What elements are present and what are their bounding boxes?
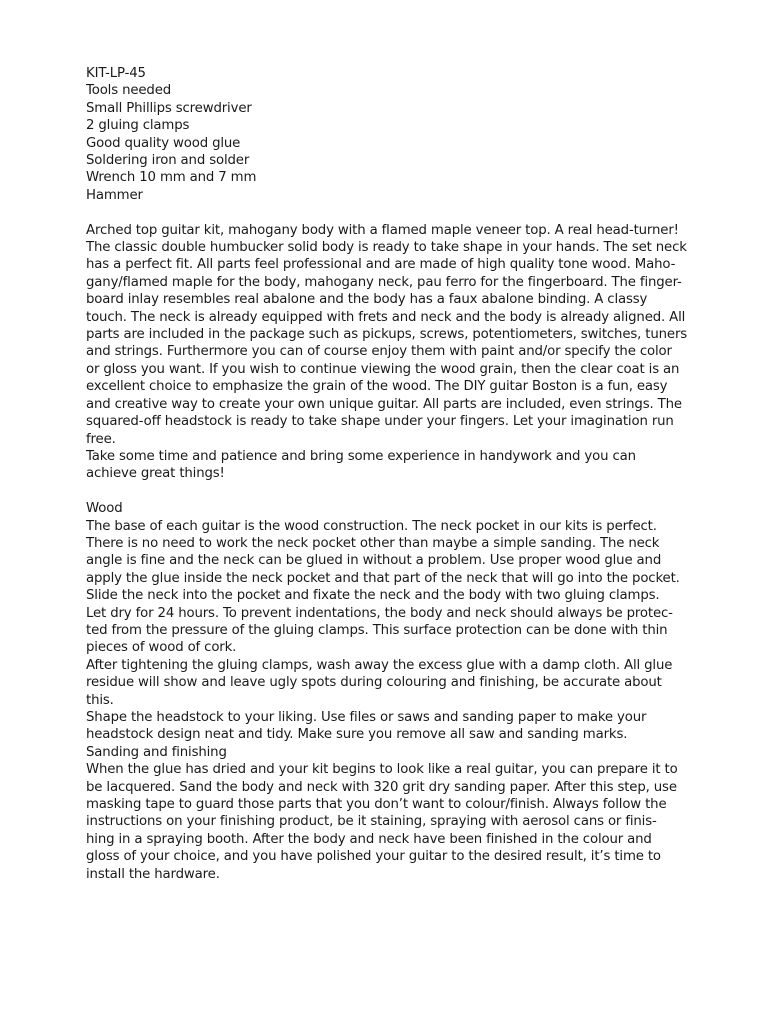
- tool-item: Small Phillips screwdriver: [86, 100, 252, 116]
- text-line: angle is fine and the neck can be glued in without a problem. Use proper wood glue and: [86, 553, 662, 569]
- text-line: instructions on your finishing product, be it staining, spraying with aerosol cans or finis-: [86, 814, 657, 830]
- text-line: Shape the headstock to your liking. Use files or saws and sanding paper to make your: [86, 710, 647, 725]
- text-line: or gloss you want. If you wish to continue viewing the wood grain, then the clear coat is an: [86, 361, 680, 377]
- text-line: The classic double humbucker solid body is ready to take shape in your hands. The set neck: [86, 240, 687, 256]
- text-line: The base of each guitar is the wood construction. The neck pocket in our kits is perfect.: [86, 518, 657, 534]
- text-line: and creative way to create your own unique guitar. All parts are included, even strings. The: [86, 396, 682, 412]
- text-line: Take some time and patience and bring some experience in handywork and you can: [86, 448, 636, 464]
- text-line: pieces of wood of cork.: [86, 640, 237, 656]
- text-line: When the glue has dried and your kit begins to look like a real guitar, you can prepare it to: [86, 762, 678, 778]
- paragraph-gap: [86, 204, 676, 221]
- text-line: and strings. Furthermore you can of course enjoy them with paint and/or specify the color: [86, 344, 672, 360]
- tool-item: Good quality wood glue: [86, 135, 241, 151]
- text-line: apply the glue inside the neck pocket and that part of the neck that will go into the pocket.: [86, 570, 680, 586]
- tool-item: Wrench 10 mm and 7 mm: [86, 170, 257, 186]
- tool-item: Soldering iron and solder: [86, 153, 250, 169]
- text-line: masking tape to guard those parts that you don’t want to colour/finish. Always follow the: [86, 797, 667, 813]
- text-line: Slide the neck into the pocket and fixate the neck and the body with two gluing clamps.: [86, 588, 660, 604]
- text-line: excellent choice to emphasize the grain of the wood. The DIY guitar Boston is a fun, easy: [86, 379, 668, 395]
- text-line: this.: [86, 692, 114, 708]
- text-line: residue will show and leave ugly spots during colouring and finishing, be accurate about: [86, 675, 662, 691]
- sanding-section: [86, 761, 676, 883]
- text-line: install the hardware.: [86, 866, 220, 882]
- text-line: achieve great things!: [86, 466, 225, 482]
- kit-code: KIT-LP-45: [86, 66, 146, 81]
- text-line: touch. The neck is already equipped with frets and neck and the body is already aligned. All: [86, 309, 686, 325]
- wood-section: [86, 518, 680, 744]
- text-line: free.: [86, 431, 116, 447]
- text-line: Arched top guitar kit, mahogany body with a flamed maple veneer top. A real head-turner!: [86, 222, 679, 238]
- text-line: hing in a spraying booth. After the body and neck have been finished in the colour and: [86, 831, 652, 847]
- text-line: After tightening the gluing clamps, wash away the excess glue with a damp cloth. All glue: [86, 657, 673, 673]
- wood-heading: Wood: [86, 501, 123, 517]
- text-line: There is no need to work the neck pocket other than maybe a simple sanding. The neck: [86, 535, 660, 551]
- tools-heading: Tools needed: [86, 83, 172, 99]
- text-line: squared-off headstock is ready to take shape under your fingers. Let your imagination run: [86, 414, 674, 430]
- text-line: gloss of your choice, and you have polished your guitar to the desired result, it’s time to: [86, 849, 661, 865]
- text-line: parts are included in the package such as pickups, screws, potentiometers, switches, tuners: [86, 327, 688, 343]
- sanding-heading: Sanding and finishing: [86, 744, 227, 760]
- text-line: headstock design neat and tidy. Make sure you remove all saw and sanding marks.: [86, 727, 628, 743]
- text-line: be lacquered. Sand the body and neck with 320 grit dry sanding paper. After this step, use: [86, 779, 677, 795]
- tool-item: 2 gluing clamps: [86, 118, 190, 134]
- paragraph-gap: [86, 483, 676, 500]
- text-line: ted from the pressure of the gluing clamps. This surface protection can be done with thin: [86, 622, 668, 638]
- text-line: gany/flamed maple for the body, mahogany neck, pau ferro for the fingerboard. The finger-: [86, 274, 682, 290]
- text-line: has a perfect fit. All parts feel professional and are made of high quality tone wood. Maho-: [86, 257, 676, 273]
- intro-paragraph: [86, 222, 688, 483]
- text-line: Let dry for 24 hours. To prevent indentations, the body and neck should always be protec-: [86, 605, 673, 621]
- tools-list: [86, 100, 676, 204]
- tool-item: Hammer: [86, 187, 143, 203]
- text-line: board inlay resembles real abalone and the body has a faux abalone binding. A classy: [86, 292, 648, 308]
- document-page: [86, 65, 688, 883]
